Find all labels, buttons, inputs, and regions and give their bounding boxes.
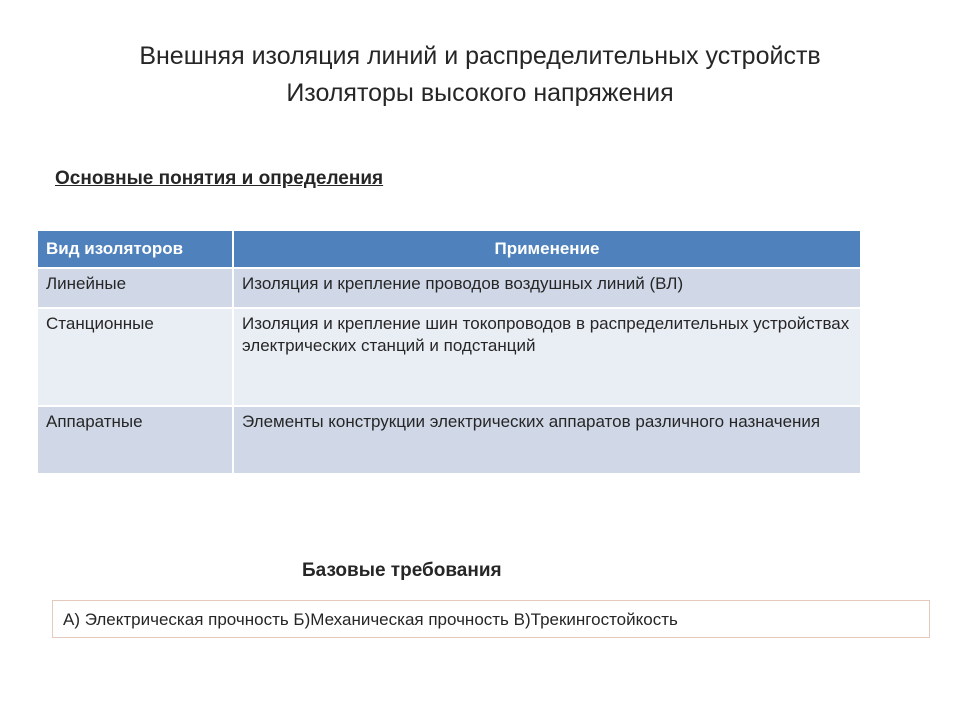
table-row <box>38 406 860 473</box>
table-cell-type: Станционные <box>38 308 233 406</box>
table-cell-usage: Изоляция и крепление проводов воздушных линий (ВЛ) <box>233 268 860 308</box>
requirements-text: А) Электрическая прочность Б)Механическая прочность В)Трекингостойкость <box>63 610 678 629</box>
insulator-types-table <box>38 231 860 473</box>
table-cell-usage: Изоляция и крепление шин токопроводов в распределительных устройствах электрических станций и подстанций <box>233 308 860 406</box>
table-header-type: Вид изоляторов <box>38 231 233 268</box>
slide-title <box>0 38 960 112</box>
section-heading: Основные понятия и определения <box>55 168 384 189</box>
table-row <box>38 268 860 308</box>
table-cell-usage: Элементы конструкции электрических аппаратов различного назначения <box>233 406 860 473</box>
slide-title-line2: Изоляторы высокого напряжения <box>286 79 674 107</box>
table-row <box>38 308 860 406</box>
requirements-box <box>52 600 930 638</box>
slide-title-line1: Внешняя изоляция линий и распределительных устройств <box>139 42 821 70</box>
requirements-heading: Базовые требования <box>302 560 502 581</box>
table-cell-type: Аппаратные <box>38 406 233 473</box>
table-header-row <box>38 231 860 268</box>
table-header-usage: Применение <box>233 231 860 268</box>
table-cell-type: Линейные <box>38 268 233 308</box>
